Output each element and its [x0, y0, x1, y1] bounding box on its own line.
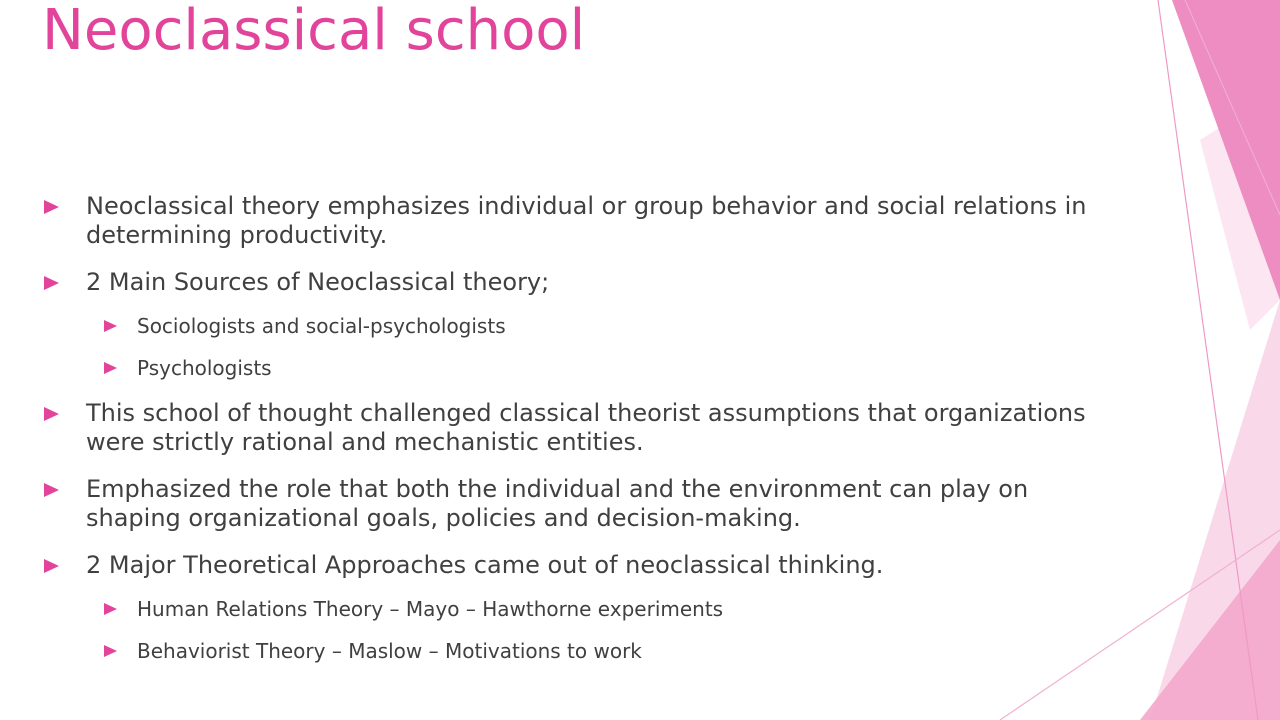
bullet-line: Sociologists and social-psychologists: [137, 314, 506, 338]
bullet-line: Emphasized the role that both the individual and the environment can play on: [86, 475, 1029, 503]
bullet-text: [86, 268, 549, 297]
bullet-text: [137, 639, 642, 663]
bullet-arrow-icon: [44, 483, 59, 497]
slide-title: Neoclassical school: [42, 0, 586, 63]
bullet-text: [137, 597, 723, 621]
bullet-text: [137, 314, 506, 338]
sub-bullet-arrow-icon: [104, 645, 117, 657]
sub-bullet-arrow-icon: [104, 320, 117, 332]
bullet-arrow-icon: [44, 200, 59, 214]
bullet-line: determining productivity.: [86, 221, 388, 249]
bullet-arrow-icon: [44, 276, 59, 290]
bullet-line: shaping organizational goals, policies and decision-making.: [86, 504, 801, 532]
bullet-text: [86, 551, 883, 580]
bullet-line: Human Relations Theory – Mayo – Hawthorne experiments: [137, 597, 724, 621]
bullet-line: 2 Main Sources of Neoclassical theory;: [86, 268, 550, 296]
bullet-arrow-icon: [44, 407, 59, 421]
bullet-text: [137, 356, 272, 380]
bullet-line: This school of thought challenged classical theorist assumptions that organizations: [86, 399, 1086, 427]
bullet-line: Psychologists: [137, 356, 272, 380]
bullet-line: Neoclassical theory emphasizes individual or group behavior and social relations in: [86, 192, 1087, 220]
sub-bullet-arrow-icon: [104, 362, 117, 374]
bullet-text: [86, 475, 1028, 533]
bullet-text: [86, 192, 1086, 250]
sub-bullet-arrow-icon: [104, 603, 117, 615]
bullet-line: 2 Major Theoretical Approaches came out of neoclassical thinking.: [86, 551, 884, 579]
bullet-arrow-icon: [44, 559, 59, 573]
bullet-text: [86, 399, 1086, 457]
bullet-line: Behaviorist Theory – Maslow – Motivations to work: [137, 639, 642, 663]
bullet-line: were strictly rational and mechanistic entities.: [86, 428, 644, 456]
